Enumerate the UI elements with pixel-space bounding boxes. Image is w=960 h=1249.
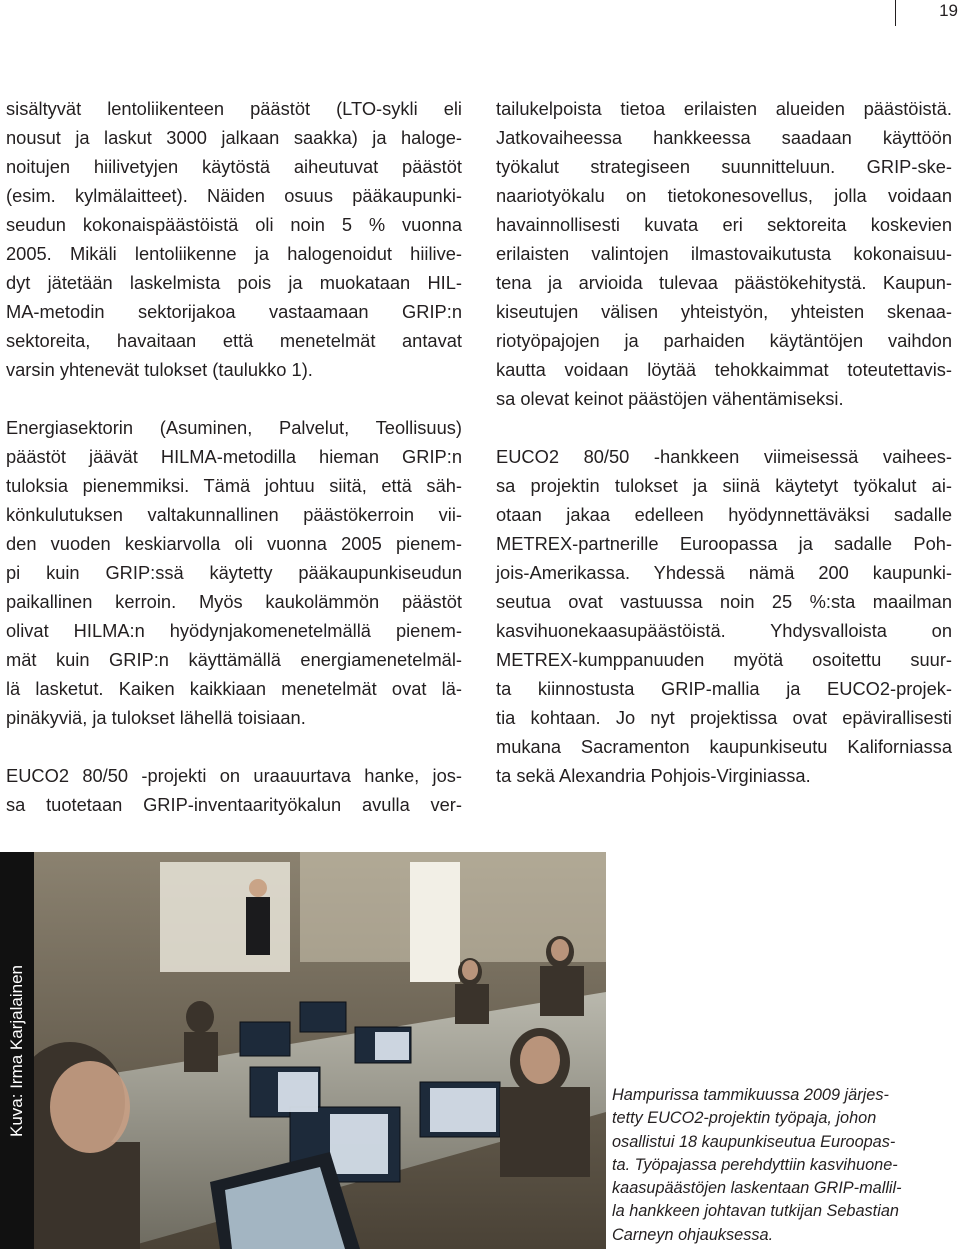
presenter	[249, 879, 267, 897]
text-line: seutua ovat vastuussa noin 25 %:sta maailman	[496, 591, 952, 612]
text-line: kiseutujen välisen yhteistyön, yhteisten skenaa-	[496, 301, 952, 322]
text-line: päästöt jäävät HILMA-metodilla hieman GRIP:n	[6, 446, 462, 467]
text-line: havainnollisesti kuvata eri sektoreita koskevien	[496, 214, 952, 235]
text-line: pi kuin GRIP:ssä käytetty pääkaupunkiseudun	[6, 562, 462, 583]
text-line: varsin yhtenevät tulokset (taulukko 1).	[6, 359, 313, 380]
text-line: sektoreita, havaitaan että menetelmät antavat	[6, 330, 462, 351]
text-line: Jatkovaiheessa hankkeessa saadaan käyttöön	[496, 127, 952, 148]
right-column	[496, 94, 952, 790]
text-line: sa projektin tulokset ja siinä käytetyt työkalut ai-	[496, 475, 952, 496]
workshop-photo	[0, 852, 606, 1249]
text-line: jois-Amerikassa. Yhdessä nämä 200 kaupunki-	[496, 562, 952, 583]
text-line: sa olevat keinot päästöjen vähentämiseksi.	[496, 388, 844, 409]
text-line: noitujen hiilivetyjen käytöstä aiheutuvat päästöt	[6, 156, 462, 177]
text-line: lä lasketut. Kaiken kaikkiaan menetelmät ovat lä-	[6, 678, 462, 699]
text-line: den vuoden keskiarvolla oli vuonna 2005 pienem-	[6, 533, 462, 554]
text-line: MA-metodin sektorijakoa vastaamaan GRIP:n	[6, 301, 462, 322]
text-line: kasvihuonekaasupäästöistä. Yhdysvalloista on	[496, 620, 952, 641]
text-line: riotyöpajojen ja parhaiden käytäntöjen vaihdon	[496, 330, 952, 351]
caption-line: ta. Työpajassa perehdyttiin kasvihuone-	[612, 1155, 898, 1174]
text-line: mät kuin GRIP:n käyttämällä energiamenetelmäl-	[6, 649, 462, 670]
text-line: METREX-partnerille Euroopassa ja sadalle Poh-	[496, 533, 952, 554]
caption-line: Carneyn ohjauksessa.	[612, 1225, 774, 1244]
text-line: naariotyökalu on tietokonesovellus, jolla voidaan	[496, 185, 952, 206]
photo-credit-text: Kuva: Irma Karjalainen	[7, 964, 26, 1137]
page-number: 19	[895, 0, 960, 26]
projection-screen	[160, 862, 290, 972]
text-line: ta kiinnostusta GRIP-mallia ja EUCO2-projek-	[496, 678, 952, 699]
text-line: sisältyvät lentoliikenteen päästöt (LTO-sykli eli	[6, 98, 462, 119]
text-line: tuloksia pienemmiksi. Tämä johtuu siitä, että säh-	[6, 475, 462, 496]
text-line: otaan jakaa edelleen hyödynnettäväksi sadalle	[496, 504, 952, 525]
text-line: erilaisten valintojen ilmastovaikutusta kokonaisuu-	[496, 243, 952, 264]
text-line: sa tuotetaan GRIP-inventaarityökalun avulla ver-	[6, 794, 462, 815]
text-line: Energiasektorin (Asuminen, Palvelut, Teollisuus)	[6, 417, 462, 438]
text-line: EUCO2 80/50 -hankkeen viimeisessä vaihees-	[496, 446, 952, 467]
text-line: EUCO2 80/50 -projekti on uraauurtava hanke, jos-	[6, 765, 462, 786]
text-line: nousut ja laskut 3000 jalkaan saakka) ja haloge-	[6, 127, 462, 148]
text-line: ta sekä Alexandria Pohjois-Virginiassa.	[496, 765, 811, 786]
paragraph	[6, 413, 462, 732]
text-line: tena ja arvioida tulevaa päästökehitystä. Kaupun-	[496, 272, 952, 293]
paragraph	[6, 761, 462, 819]
text-line: olivat HILMA:n hyödynjakomenetelmällä pienem-	[6, 620, 462, 641]
photo-credit	[0, 852, 34, 1249]
paragraph	[496, 94, 952, 413]
text-line: könkulutuksen valtakunnallinen päästökerroin vii-	[6, 504, 462, 525]
caption-line: Hampurissa tammikuussa 2009 järjes-	[612, 1086, 889, 1104]
text-line: tia kohtaan. Jo nyt projektissa ovat epävirallisesti	[496, 707, 952, 728]
paragraph	[6, 94, 462, 384]
text-line: tailukelpoista tietoa erilaisten alueiden päästöistä.	[496, 98, 952, 119]
caption-line: tetty EUCO2-projektin työpaja, johon	[612, 1109, 877, 1128]
caption-line: la hankkeen johtavan tutkijan Sebastian	[612, 1202, 899, 1221]
text-line: METREX-kumppanuuden myötä osoitettu suur-	[496, 649, 952, 670]
text-line: (esim. kylmälaitteet). Näiden osuus pääkaupunki-	[6, 185, 462, 206]
text-line: paikallinen kerroin. Myös kaukolämmön päästöt	[6, 591, 462, 612]
text-line: dyt jätetään laskelmista pois ja muokataan HIL-	[6, 272, 462, 293]
text-line: seudun kokonaispäästöistä oli noin 5 % vuonna	[6, 214, 462, 235]
text-line: työkalut strategiseen suunnitteluun. GRIP-ske-	[496, 156, 952, 177]
caption-line: kaasupäästöjen laskentaan GRIP-mallil-	[612, 1179, 902, 1198]
text-line: kautta voidaan löytää tehokkaimmat toteutettavis-	[496, 359, 952, 380]
text-line: mukana Sacramenton kaupunkiseutu Kaliforniassa	[496, 736, 952, 757]
caption-line: osallistui 18 kaupunkiseutua Euroopas-	[612, 1132, 896, 1151]
text-line: pinäkyviä, ja tulokset lähellä toisiaan.	[6, 707, 306, 728]
photo-caption	[612, 1084, 948, 1247]
text-line: 2005. Mikäli lentoliikenne ja halogenoidut hiilive-	[6, 243, 462, 264]
left-column	[6, 94, 462, 819]
paragraph	[496, 442, 952, 790]
